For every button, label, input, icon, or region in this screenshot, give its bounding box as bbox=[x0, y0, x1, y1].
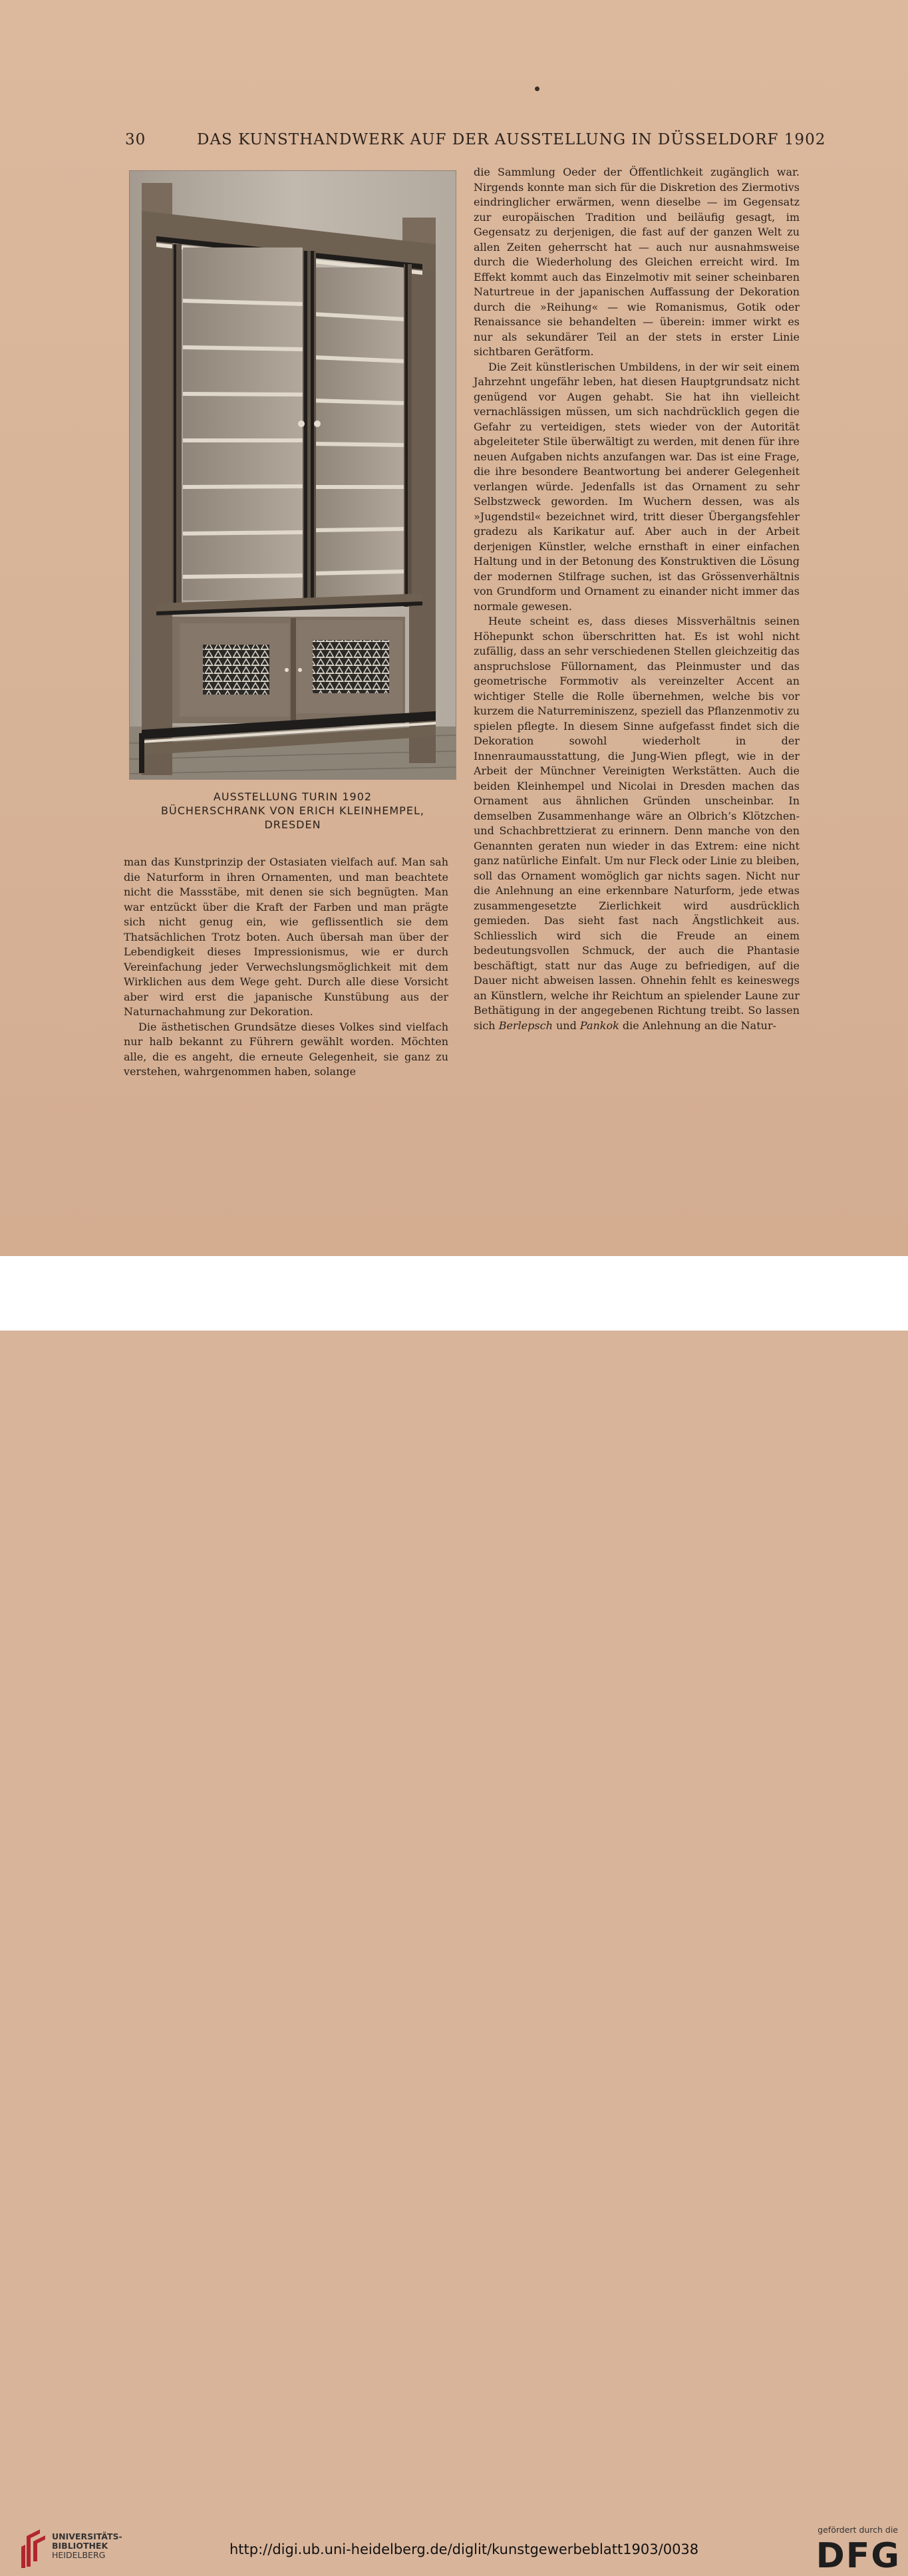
paragraph: Die Zeit künstlerischen Umbildens, in der wir seit einem Jahrzehnt ungefähr leben, hat diesen Hauptgrundsatz nicht genügend vor Augen gehabt. Sie hat ihn vielleicht vernachlässigen müssen, um sich nachdrücklich gegen die Gefahr zu verteidigen, stets wieder von der Autorität abgeleiteter Stile überwältigt zu werden, mit denen für ihre neuen Aufgaben nichts anzufangen war. Das ist eine Frage, die ihre besondere Beantwortung bei anderer Gelegenheit verlangen würde. Jedenfalls ist das Ornament zu sehr Selbstzweck geworden. Im Wuchern dessen, was als »Jugendstil« bezeichnet wird, tritt dieser Übergangsfehler gradezu als Karikatur auf. Aber auch in der Arbeit derjenigen Künstler, welche ernsthaft in einer einfachen Haltung und in der Betonung des Konstruktiven die Lösung der modernen Stilfrage suchen, ist das Grössenverhältnis von Grundform und Ornament zu einander nicht immer das normale gewesen. bbox=[474, 360, 800, 613]
bookcase-illustration bbox=[130, 171, 456, 779]
paragraph: man das Kunstprinzip der Ostasiaten vielfach auf. Man sah die Naturform in ihren Ornamenten, und man beachtete nicht die Massstäbe, mit denen sie sich begnügten. Man war entzückt über die Kraft der Farben und man prägte sich nicht genug ein, wie geflissentlich sie dem Thatsächlichen Trotz boten. Auch übersah man über der Lebendigkeit dieses Impressionismus, wie er durch Vereinfachung jeder Verwechslungsmöglichkeit mit dem Wirklichen aus dem Wege geht. Durch alle diese Vorsicht aber wird erst die japanische Kunstübung aus der Naturnachahmung zur Dekoration. bbox=[124, 856, 448, 1018]
footer-bar bbox=[0, 1256, 908, 2576]
library-line-3: HEIDELBERG bbox=[52, 2550, 106, 2560]
permalink-url[interactable]: http://digi.ub.uni-heidelberg.de/diglit/kunstgewerbeblatt1903/0038 bbox=[229, 2541, 699, 2557]
paragraph: Die ästhetischen Grundsätze dieses Volkes sind vielfach nur halb bekannt zu Führern gewählt worden. Möchten alle, die es angeht, die erneute Gelegenheit, sie ganz zu verstehen, wahrgenommen haben, solange bbox=[124, 1020, 448, 1078]
bookcase-photograph bbox=[129, 170, 456, 780]
paragraph: die Sammlung Oeder der Öffentlichkeit zugänglich war. Nirgends konnte man sich für die Diskretion des Ziermotivs eindringlicher erwärmen, wenn dieselbe — im Gegensatz zur europäischen Tradition und beiläufig gesagt, im Gegensatz zu derjenigen, die fast auf der ganzen Welt zu allen Zeiten geherrscht hat — auch nur ausnahmsweise durch die Wiederholung des Gleichen erreicht wird. Im Effekt kommt auch das Einzelmotiv mit seiner scheinbaren Naturtreue in der japanischen Auffassung der Dekoration durch die »Reihung« — wie Romanismus, Gotik oder Renaissance sie behandelten — überein: immer wirkt es nur als sekundärer Teil an der stets in erster Linie sichtbaren Gerätform. bbox=[474, 166, 800, 358]
library-line-1: UNIVERSITÄTS- bbox=[52, 2531, 122, 2541]
paragraph-tail: die Anlehnung an die Natur- bbox=[619, 1019, 776, 1032]
paragraph bbox=[474, 614, 800, 1033]
right-text-column bbox=[474, 165, 800, 1033]
name-pankok: Pankok bbox=[579, 1019, 619, 1032]
connector-text: und bbox=[552, 1019, 580, 1032]
caption-line-2: BÜCHERSCHRANK VON ERICH KLEINHEMPEL, bbox=[161, 804, 424, 817]
ink-dot bbox=[535, 86, 539, 91]
library-logo-icon bbox=[20, 2528, 49, 2569]
figure-caption bbox=[120, 790, 466, 832]
funded-by-label: gefördert durch die bbox=[818, 2525, 898, 2535]
running-title: DAS KUNSTHANDWERK AUF DER AUSSTELLUNG IN DÜSSELDORF 1902 bbox=[197, 131, 826, 148]
running-header bbox=[125, 131, 826, 152]
caption-line-1: AUSSTELLUNG TURIN 1902 bbox=[213, 790, 373, 803]
paragraph-text: Heute scheint es, dass dieses Missverhältnis seinen Höhepunkt schon überschritten hat. Es ist wohl nicht zufällig, dass an sehr verschiedenen Stellen gleichzeitig das anspruchslose Füllornament, das Pleinmuster und das geometrische Formmotiv als vereinzelter Accent an wichtiger Stelle die Rolle übernehmen, welche bis vor kurzem die Naturreminiszenz, speziell das Pflanzenmotiv zu spielen pflegte. In diesem Sinne aufgefasst findet sich die Dekoration sowohl wiederholt in der Innenraumausstattung, die Jung-Wien pflegt, wie in der Arbeit der Münchner Vereinigten Werkstätten. Auch die beiden Kleinhempel und Nicolai in Dresden machen das Ornament aus ähnlichen Gründen unscheinbar. In demselben Zusammenhange wäre an Olbrich’s Klötzchen- und Schachbrettzierat zu erinnern. Denn manche von den Genannten geraten nun wieder in das Extrem: eine nicht ganz natürliche Einfalt. Um nur Fleck oder Linie zu bleiben, soll das Ornament womöglich gar nichts sagen. Nicht nur die Anlehnung an eine erkennbare Naturform, jede etwas zusammengesetzte Zierlichkeit wird ausdrücklich gemieden. Das sieht fast nach Ängstlichkeit aus. Schliesslich wird sich die Freude an einem bedeutungsvollen Schmuck, der auch die Phantasie beschäftigt, statt nur das Auge zu befriedigen, auf die Dauer nicht abweisen lassen. Ohnehin fehlt es keineswegs an Künstlern, welche ihr Reichtum an spielender Laune zur Bethätigung in der angegebenen Richtung treibt. So lassen sich bbox=[474, 615, 800, 1032]
name-berlepsch: Berlepsch bbox=[498, 1019, 553, 1032]
library-name bbox=[52, 2532, 122, 2560]
caption-line-3: DRESDEN bbox=[264, 818, 321, 831]
scanned-page bbox=[0, 0, 908, 1256]
library-line-2: BIBLIOTHEK bbox=[52, 2541, 108, 2551]
left-text-column bbox=[124, 855, 448, 1080]
page-number: 30 bbox=[125, 131, 146, 148]
dfg-logo: DFG bbox=[816, 2536, 901, 2576]
